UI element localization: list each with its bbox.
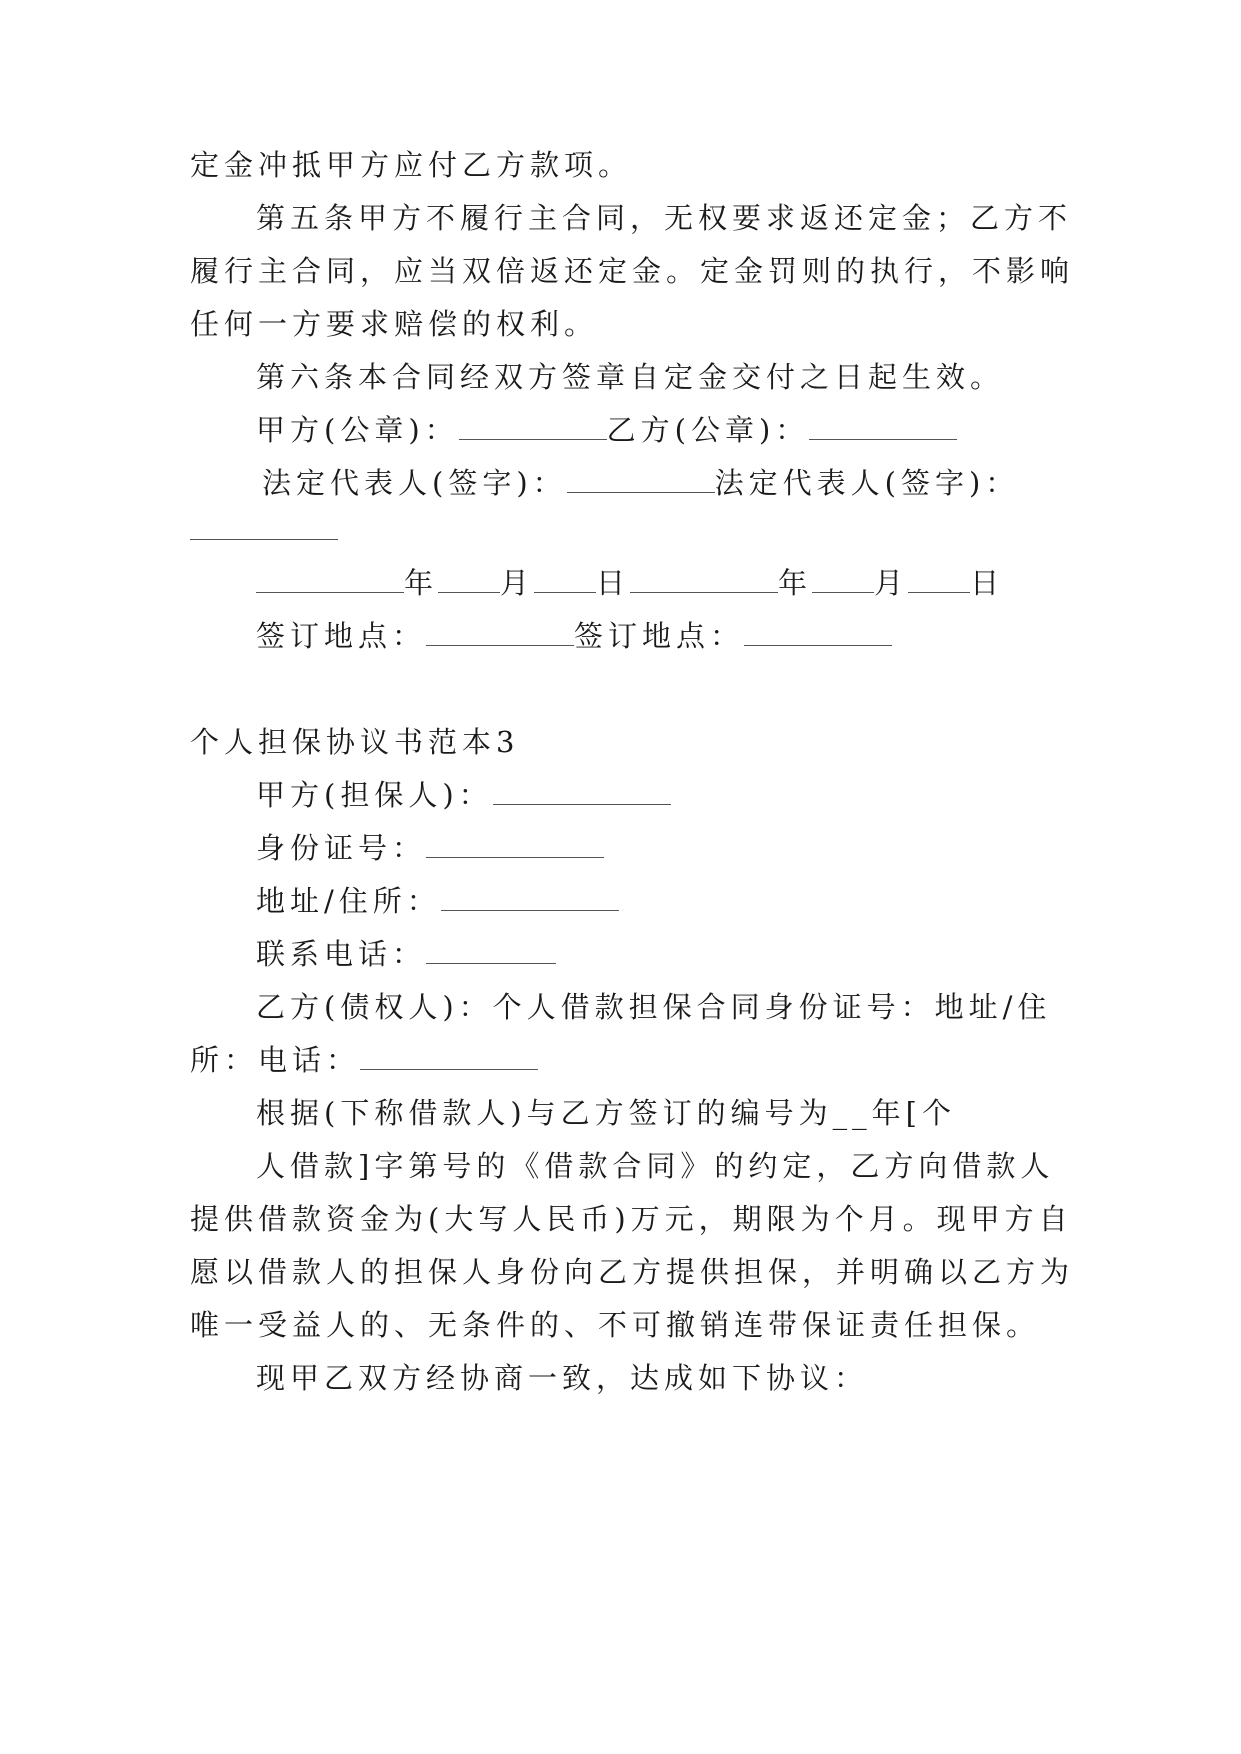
paragraph-line: 履行主合同，应当双倍返还定金。定金罚则的执行，不影响 [190, 254, 1075, 288]
paragraph-line: 提供借款资金为(大写人民币)万元，期限为个月。现甲方自 [190, 1202, 1073, 1236]
year-label: 年 [404, 566, 439, 600]
section-title: 个人担保协议书范本3 [190, 725, 520, 759]
address-label: 地址/住所： [256, 884, 441, 918]
blank-field [744, 623, 892, 646]
phone-label: 联系电话： [256, 937, 427, 971]
party-b-phone-line [190, 1040, 538, 1080]
date-line [256, 563, 1004, 603]
paragraph-line: 第六条本合同经双方签章自定金交付之日起生效。 [256, 360, 1005, 394]
legal-rep-line [262, 463, 1019, 503]
party-a-line [256, 775, 671, 815]
paragraph-line: 人借款]字第号的《借款合同》的约定，乙方向借款人 [256, 1149, 1055, 1183]
day-label: 日 [970, 566, 1005, 600]
blank-field [426, 623, 574, 646]
day-label: 日 [596, 566, 631, 600]
paragraph-line: 乙方(债权人)：个人借款担保合同身份证号：地址/住 [256, 990, 1052, 1024]
blank-field [441, 888, 619, 911]
blank-field [567, 470, 715, 493]
id-label: 身份证号： [256, 831, 427, 865]
blank-field [459, 417, 607, 440]
paragraph-line: 唯一受益人的、无条件的、不可撤销连带保证责任担保。 [190, 1308, 1041, 1342]
seal-line [256, 410, 957, 450]
blank-field [630, 570, 778, 593]
address-line [256, 881, 619, 921]
blank-field [809, 417, 957, 440]
place-line [256, 616, 892, 656]
party-b-seal-label: 乙方(公章)： [606, 413, 810, 447]
blank-field [426, 835, 604, 858]
paragraph-line: 根据(下称借款人)与乙方签订的编号为__年[个 [256, 1096, 956, 1130]
blank-field [534, 570, 596, 593]
blank-field [493, 782, 671, 805]
blank-field [360, 1047, 538, 1070]
paragraph-line: 定金冲抵甲方应付乙方款项。 [190, 148, 633, 182]
year-label: 年 [778, 566, 813, 600]
place-label-b: 签订地点： [574, 619, 745, 653]
blank-field [908, 570, 970, 593]
place-label-a: 签订地点： [256, 619, 427, 653]
party-a-seal-label: 甲方(公章)： [256, 413, 459, 447]
blank-field [812, 570, 874, 593]
blank-field [438, 570, 500, 593]
id-line [256, 828, 604, 868]
legal-rep-label-b: 法定代表人(签字)： [714, 466, 1020, 500]
blank-line [190, 510, 338, 550]
blank-field [426, 941, 556, 964]
blank-field [256, 570, 404, 593]
paragraph-line: 愿以借款人的担保人身份向乙方提供担保，并明确以乙方为 [190, 1255, 1075, 1289]
paragraph-line: 第五条甲方不履行主合同，无权要求返还定金；乙方不 [256, 201, 1073, 235]
blank-field [190, 517, 338, 540]
phone-line [256, 934, 556, 974]
month-label: 月 [500, 566, 535, 600]
party-b-phone-label: 所：电话： [190, 1043, 361, 1077]
legal-rep-label-a: 法定代表人(签字)： [262, 466, 567, 500]
paragraph-line: 任何一方要求赔偿的权利。 [190, 307, 599, 341]
month-label: 月 [874, 566, 909, 600]
party-a-label: 甲方(担保人)： [256, 778, 493, 812]
paragraph-line: 现甲乙双方经协商一致，达成如下协议： [256, 1361, 869, 1395]
